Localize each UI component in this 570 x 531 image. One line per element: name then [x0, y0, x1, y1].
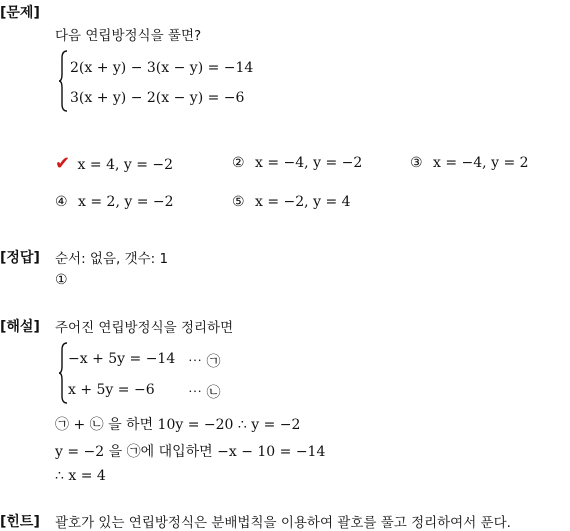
choice-3-number: ③ — [410, 155, 423, 171]
explanation-brace — [58, 342, 68, 404]
question-text: 다음 연립방정식을 풀면? — [55, 28, 202, 44]
choice-2-text: x = −4, y = −2 — [255, 155, 363, 171]
explanation-equation-2: x + 5y = −6 — [68, 382, 155, 398]
explanation-equation-1: −x + 5y = −14 — [68, 351, 176, 367]
explanation-step-1: ㉠ + ㉡ 을 하면 10y = −20 ∴ y = −2 — [55, 417, 301, 433]
check-icon: ✔ — [55, 153, 71, 174]
problem-tag: [문제] — [0, 5, 40, 21]
hint-text: 괄호가 있는 연립방정식은 분배법칙을 이용하여 괄호를 풀고 정리하여서 푼다. — [55, 515, 511, 531]
choice-1[interactable] — [55, 153, 173, 174]
explanation-step-2: y = −2 을 ㉠에 대입하면 −x − 10 = −14 — [55, 444, 326, 460]
choice-1-text: x = 4, y = −2 — [77, 157, 174, 173]
answer-value: ① — [55, 272, 68, 288]
explanation-equation-2-mark: ⋯ ㉡ — [188, 385, 221, 401]
explanation-step-3: ∴ x = 4 — [55, 468, 106, 484]
choice-4[interactable] — [55, 194, 174, 210]
problem-brace — [58, 50, 68, 112]
choice-5[interactable] — [232, 194, 351, 210]
choice-5-number: ⑤ — [232, 194, 245, 210]
explanation-intro: 주어진 연립방정식을 정리하면 — [55, 320, 234, 336]
choice-2-number: ② — [232, 155, 245, 171]
choice-2[interactable] — [232, 155, 362, 171]
choice-4-number: ④ — [55, 194, 68, 210]
choice-5-text: x = −2, y = 4 — [255, 194, 351, 210]
choice-3[interactable] — [410, 155, 529, 171]
choice-3-text: x = −4, y = 2 — [433, 155, 529, 171]
choice-4-text: x = 2, y = −2 — [78, 194, 174, 210]
hint-tag: [힌트] — [0, 514, 40, 530]
answer-meta: 순서: 없음, 갯수: 1 — [55, 251, 169, 267]
answer-tag: [정답] — [0, 250, 40, 266]
explanation-equation-1-mark: ⋯ ㉠ — [188, 354, 221, 370]
problem-equation-2: 3(x + y) − 2(x − y) = −6 — [70, 90, 245, 106]
problem-equation-1: 2(x + y) − 3(x − y) = −14 — [70, 60, 254, 76]
explanation-tag: [해설] — [0, 319, 40, 335]
